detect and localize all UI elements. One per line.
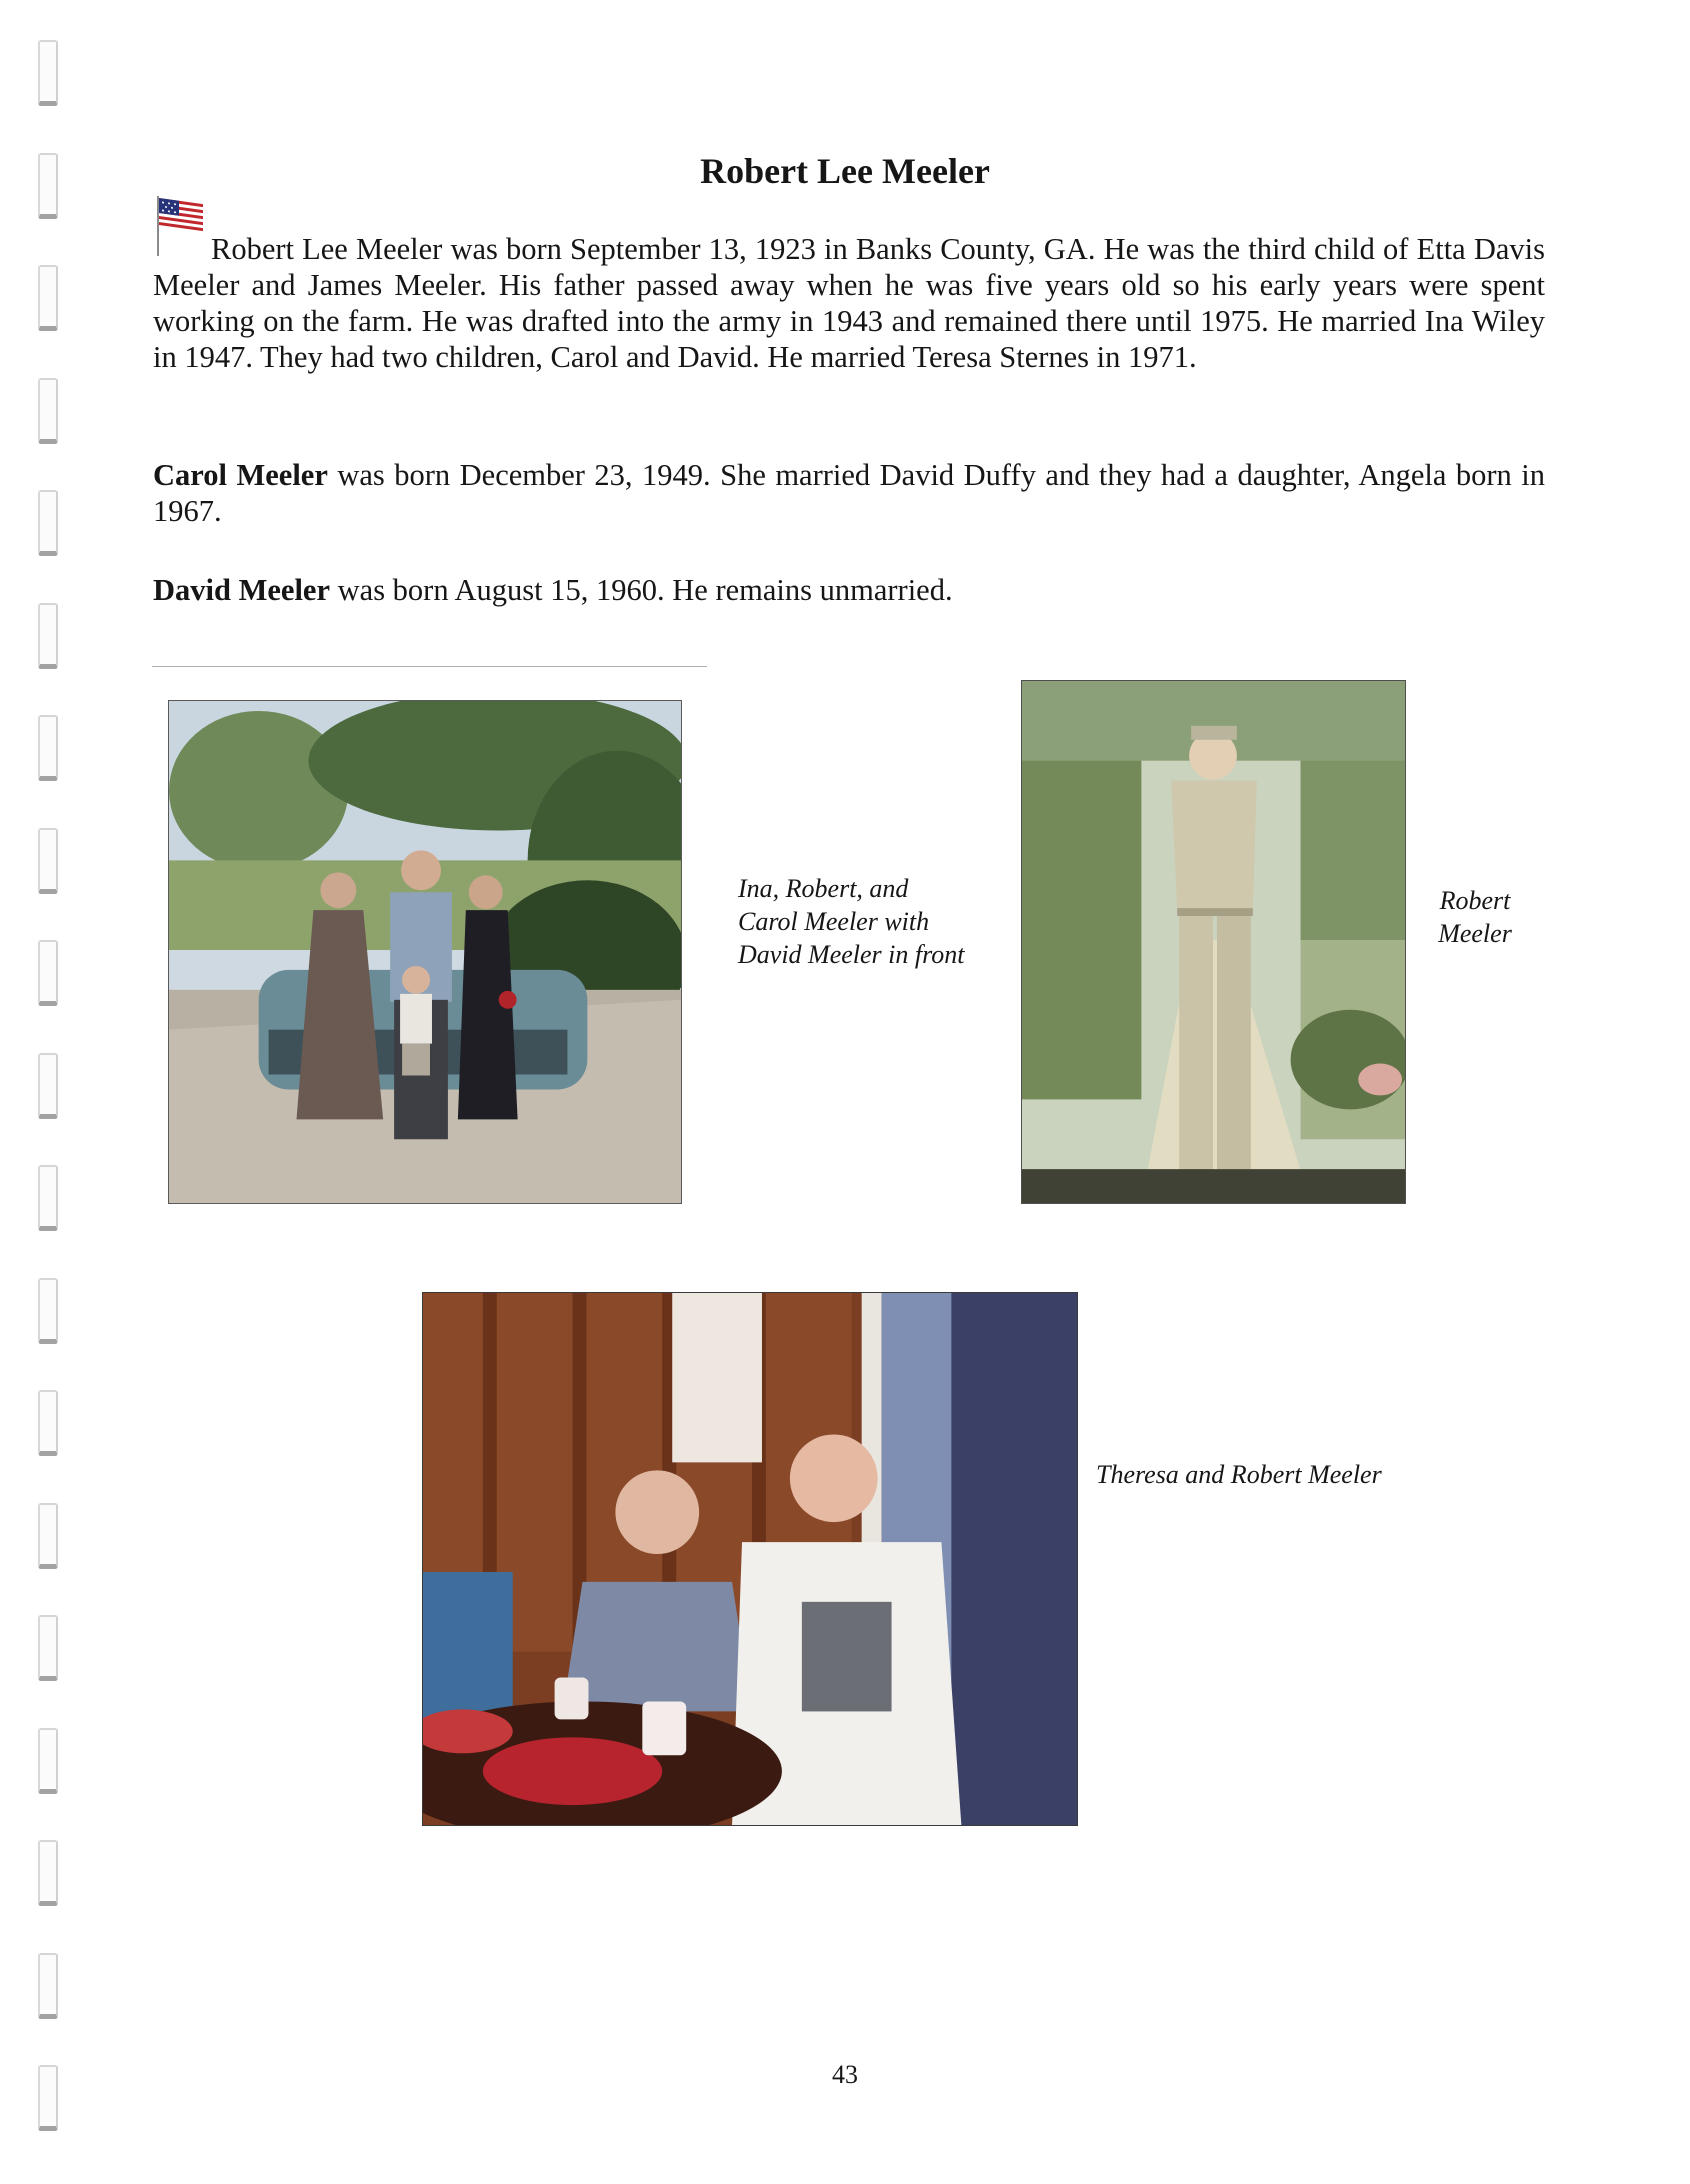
david-text: was born August 15, 1960. He remains unmarried. xyxy=(330,573,953,607)
binding-slot xyxy=(38,1728,58,1794)
carol-paragraph xyxy=(153,458,1545,530)
soldier-portrait-photo xyxy=(1021,680,1406,1204)
family-photo xyxy=(168,700,682,1204)
david-paragraph xyxy=(153,573,1545,609)
binding-slot xyxy=(38,603,58,669)
soldier-photo-caption: Robert Meeler xyxy=(1438,886,1512,949)
binding-slot xyxy=(38,265,58,331)
couple-photo xyxy=(422,1292,1078,1826)
binding-slot xyxy=(38,40,58,106)
binding-slot xyxy=(38,1953,58,2019)
family-photo-caption: Ina, Robert, and Carol Meeler with David Meeler in front xyxy=(738,874,965,970)
divider-line xyxy=(152,666,707,667)
binding-slot xyxy=(38,1165,58,1231)
binding-slot xyxy=(38,828,58,894)
couple-photo-caption: Theresa and Robert Meeler xyxy=(1096,1460,1382,1489)
carol-text: was born December 23, 1949. She married David Duffy and they had a daughter, Angela born in 1967. xyxy=(153,458,1545,528)
carol-name: Carol Meeler xyxy=(153,458,328,492)
page-title: Robert Lee Meeler xyxy=(700,151,990,191)
binding-slot xyxy=(38,1390,58,1456)
binding-slot xyxy=(38,1053,58,1119)
binding-slot xyxy=(38,715,58,781)
binding-slot xyxy=(38,490,58,556)
page-number: 43 xyxy=(832,2060,858,2089)
binding-slot xyxy=(38,1840,58,1906)
binding-slot xyxy=(38,1278,58,1344)
spiral-binding xyxy=(0,0,80,2184)
binding-slot xyxy=(38,378,58,444)
binding-slot xyxy=(38,1615,58,1681)
david-name: David Meeler xyxy=(153,573,330,607)
intro-paragraph: Robert Lee Meeler was born September 13, 1923 in Banks County, GA. He was the third child of Etta Davis Meeler and James Meeler. His father passed away when he was five years old so his early years were spent working on the farm. He was drafted into the army in 1943 and remained there until 1975. He married Ina Wiley in 1947. They had two children, Carol and David. He married Teresa Sternes in 1971. xyxy=(153,232,1545,374)
binding-slot xyxy=(38,940,58,1006)
binding-slot xyxy=(38,1503,58,1569)
